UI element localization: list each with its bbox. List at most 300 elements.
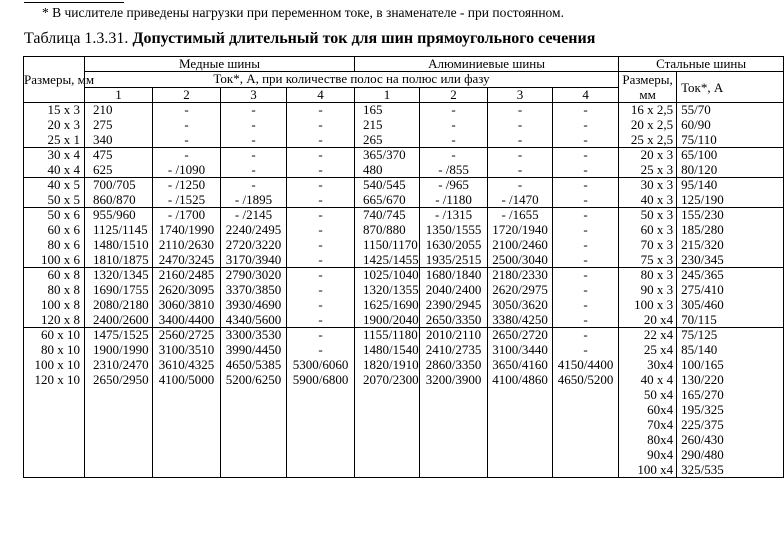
table-row xyxy=(24,133,784,148)
copper-cell xyxy=(85,403,153,418)
aluminum-cell: 2410/2735 xyxy=(420,343,488,358)
size-cell: 120 x 8 xyxy=(24,313,85,328)
aluminum-cell: 1820/1910 xyxy=(355,358,420,373)
aluminum-cell: - /965 xyxy=(420,178,488,193)
table-row xyxy=(24,433,784,448)
copper-cell xyxy=(287,448,355,463)
copper-cell: - xyxy=(221,178,287,193)
aluminum-cell: 2180/2330 xyxy=(488,268,553,283)
size-cell xyxy=(24,463,85,478)
table-row xyxy=(24,463,784,478)
copper-cell: 340 xyxy=(85,133,153,148)
copper-cell: - xyxy=(287,268,355,283)
aluminum-cell xyxy=(355,433,420,448)
aluminum-cell: 1935/2515 xyxy=(420,253,488,268)
aluminum-cell: - xyxy=(553,103,619,118)
copper-cell: 3370/3850 xyxy=(221,283,287,298)
copper-cell: - xyxy=(153,148,221,163)
aluminum-cell: 2620/2975 xyxy=(488,283,553,298)
aluminum-cell: 1425/1455 xyxy=(355,253,420,268)
header-copper: Медные шины xyxy=(85,57,355,72)
aluminum-cell: 1630/2055 xyxy=(420,238,488,253)
steel-size-cell: 90x4 xyxy=(619,448,677,463)
copper-cell xyxy=(153,418,221,433)
copper-cell: - xyxy=(221,148,287,163)
copper-cell xyxy=(221,403,287,418)
copper-cell: 2310/2470 xyxy=(85,358,153,373)
table-row xyxy=(24,328,784,343)
copper-cell: - xyxy=(287,103,355,118)
footnote: * В числителе приведены нагрузки при переменном токе, в знаменателе - при постоянном. xyxy=(42,5,564,20)
copper-cell: 2620/3095 xyxy=(153,283,221,298)
aluminum-cell: 165 xyxy=(355,103,420,118)
size-cell: 80 x 8 xyxy=(24,283,85,298)
copper-cell: - xyxy=(221,163,287,178)
aluminum-cell: - xyxy=(488,133,553,148)
steel-current-cell: 215/320 xyxy=(677,238,784,253)
copper-cell: - /1895 xyxy=(221,193,287,208)
size-cell xyxy=(24,448,85,463)
aluminum-cell: 2100/2460 xyxy=(488,238,553,253)
steel-size-cell: 70 x 3 xyxy=(619,238,677,253)
copper-cell: - xyxy=(287,163,355,178)
aluminum-cell: - xyxy=(553,148,619,163)
header-count: 2 xyxy=(153,87,221,103)
aluminum-cell: - xyxy=(420,148,488,163)
aluminum-cell: 1155/1180 xyxy=(355,328,420,343)
aluminum-cell: - /855 xyxy=(420,163,488,178)
table-row xyxy=(24,388,784,403)
aluminum-cell: 3100/3440 xyxy=(488,343,553,358)
copper-cell: - /1250 xyxy=(153,178,221,193)
aluminum-cell xyxy=(553,463,619,478)
aluminum-cell: 870/880 xyxy=(355,223,420,238)
steel-size-cell: 70x4 xyxy=(619,418,677,433)
aluminum-cell: 2650/2720 xyxy=(488,328,553,343)
header-count: 2 xyxy=(420,87,488,103)
current-table-viewport xyxy=(23,56,747,518)
table-row xyxy=(24,298,784,313)
steel-current-cell: 130/220 xyxy=(677,373,784,388)
steel-size-cell: 40 x 4 xyxy=(619,373,677,388)
aluminum-cell xyxy=(488,433,553,448)
copper-cell xyxy=(153,463,221,478)
header-aluminum: Алюминиевые шины xyxy=(355,57,619,72)
copper-cell: 3400/4400 xyxy=(153,313,221,328)
copper-cell xyxy=(287,433,355,448)
table-row xyxy=(24,283,784,298)
size-cell: 50 x 5 xyxy=(24,193,85,208)
copper-cell: 625 xyxy=(85,163,153,178)
aluminum-cell: 365/370 xyxy=(355,148,420,163)
copper-cell: - xyxy=(287,118,355,133)
aluminum-cell: - xyxy=(553,238,619,253)
steel-size-cell: 100 x4 xyxy=(619,463,677,478)
aluminum-cell: 665/670 xyxy=(355,193,420,208)
steel-size-cell: 50 x 3 xyxy=(619,208,677,223)
aluminum-cell: 1680/1840 xyxy=(420,268,488,283)
copper-cell: 2160/2485 xyxy=(153,268,221,283)
copper-cell: - xyxy=(221,103,287,118)
aluminum-cell xyxy=(488,448,553,463)
aluminum-cell: 1350/1555 xyxy=(420,223,488,238)
size-cell: 40 x 4 xyxy=(24,163,85,178)
steel-size-cell: 20 x 3 xyxy=(619,148,677,163)
aluminum-cell: - xyxy=(488,118,553,133)
steel-size-cell: 22 x4 xyxy=(619,328,677,343)
table-row xyxy=(24,148,784,163)
header-steel: Стальные шины xyxy=(619,57,784,72)
header-count: 4 xyxy=(553,87,619,103)
copper-cell: - xyxy=(287,283,355,298)
copper-cell: - xyxy=(287,223,355,238)
size-cell: 30 x 4 xyxy=(24,148,85,163)
table-row xyxy=(24,313,784,328)
steel-current-cell: 75/110 xyxy=(677,133,784,148)
aluminum-cell xyxy=(553,418,619,433)
aluminum-cell: - xyxy=(553,118,619,133)
copper-cell: 1480/1510 xyxy=(85,238,153,253)
copper-cell: - xyxy=(221,133,287,148)
copper-cell: - xyxy=(287,298,355,313)
copper-cell: - xyxy=(153,133,221,148)
aluminum-cell xyxy=(355,388,420,403)
table-row xyxy=(24,358,784,373)
size-cell: 60 x 6 xyxy=(24,223,85,238)
copper-cell: 1740/1990 xyxy=(153,223,221,238)
steel-size-cell: 90 x 3 xyxy=(619,283,677,298)
copper-cell: 1900/1990 xyxy=(85,343,153,358)
aluminum-cell: - xyxy=(420,118,488,133)
copper-cell: 2400/2600 xyxy=(85,313,153,328)
aluminum-cell: 3200/3900 xyxy=(420,373,488,388)
size-cell: 120 x 10 xyxy=(24,373,85,388)
copper-cell: 5300/6060 xyxy=(287,358,355,373)
copper-cell: - xyxy=(287,343,355,358)
aluminum-cell xyxy=(355,418,420,433)
aluminum-cell: - xyxy=(420,133,488,148)
header-size: Размеры, мм xyxy=(24,57,85,103)
header-steel-current: Ток*, А xyxy=(677,72,784,103)
aluminum-cell: - /1655 xyxy=(488,208,553,223)
aluminum-cell: 2070/2300 xyxy=(355,373,420,388)
aluminum-cell: - xyxy=(553,208,619,223)
aluminum-cell: - xyxy=(553,193,619,208)
steel-size-cell: 80x4 xyxy=(619,433,677,448)
aluminum-cell: 480 xyxy=(355,163,420,178)
aluminum-cell xyxy=(488,418,553,433)
copper-cell: - /1700 xyxy=(153,208,221,223)
header-count: 1 xyxy=(355,87,420,103)
aluminum-cell xyxy=(488,463,553,478)
aluminum-cell xyxy=(553,388,619,403)
copper-cell: 5900/6800 xyxy=(287,373,355,388)
copper-cell: 5200/6250 xyxy=(221,373,287,388)
copper-cell: 1320/1345 xyxy=(85,268,153,283)
copper-cell: 4340/5600 xyxy=(221,313,287,328)
copper-cell xyxy=(85,433,153,448)
copper-cell xyxy=(153,433,221,448)
aluminum-cell: 540/545 xyxy=(355,178,420,193)
steel-size-cell: 75 x 3 xyxy=(619,253,677,268)
size-cell: 80 x 6 xyxy=(24,238,85,253)
size-cell: 20 x 3 xyxy=(24,118,85,133)
aluminum-cell xyxy=(420,448,488,463)
copper-cell: 4650/5385 xyxy=(221,358,287,373)
steel-current-cell: 70/115 xyxy=(677,313,784,328)
aluminum-cell: 4150/4400 xyxy=(553,358,619,373)
aluminum-cell: 4100/4860 xyxy=(488,373,553,388)
copper-cell xyxy=(85,388,153,403)
copper-cell: 700/705 xyxy=(85,178,153,193)
steel-size-cell: 25 x 3 xyxy=(619,163,677,178)
aluminum-cell: 1625/1690 xyxy=(355,298,420,313)
aluminum-cell: 1900/2040 xyxy=(355,313,420,328)
aluminum-cell: 3380/4250 xyxy=(488,313,553,328)
table-row xyxy=(24,223,784,238)
steel-current-cell: 260/430 xyxy=(677,433,784,448)
table-row xyxy=(24,448,784,463)
aluminum-cell: 1720/1940 xyxy=(488,223,553,238)
copper-cell xyxy=(85,463,153,478)
size-cell: 50 x 6 xyxy=(24,208,85,223)
current-table xyxy=(23,56,784,478)
copper-cell xyxy=(221,463,287,478)
aluminum-cell: - xyxy=(553,343,619,358)
aluminum-cell xyxy=(553,403,619,418)
size-cell: 15 x 3 xyxy=(24,103,85,118)
steel-size-cell: 50 x4 xyxy=(619,388,677,403)
table-row xyxy=(24,208,784,223)
aluminum-cell: - xyxy=(488,103,553,118)
aluminum-cell: - xyxy=(553,163,619,178)
table-title: Допустимый длительный ток для шин прямоугольного сечения xyxy=(132,30,596,47)
copper-cell xyxy=(221,388,287,403)
steel-size-cell: 25 x4 xyxy=(619,343,677,358)
steel-current-cell: 195/325 xyxy=(677,403,784,418)
copper-cell xyxy=(221,418,287,433)
copper-cell: 3100/3510 xyxy=(153,343,221,358)
size-cell xyxy=(24,403,85,418)
steel-current-cell: 80/120 xyxy=(677,163,784,178)
copper-cell: 955/960 xyxy=(85,208,153,223)
size-cell: 60 x 8 xyxy=(24,268,85,283)
table-row xyxy=(24,178,784,193)
copper-cell: 2470/3245 xyxy=(153,253,221,268)
aluminum-cell xyxy=(420,403,488,418)
copper-cell: 2720/3220 xyxy=(221,238,287,253)
aluminum-cell: 2500/3040 xyxy=(488,253,553,268)
aluminum-cell: 1320/1355 xyxy=(355,283,420,298)
size-cell xyxy=(24,433,85,448)
copper-cell xyxy=(221,433,287,448)
table-row xyxy=(24,238,784,253)
steel-size-cell: 20 x4 xyxy=(619,313,677,328)
size-cell: 100 x 6 xyxy=(24,253,85,268)
copper-cell: 2650/2950 xyxy=(85,373,153,388)
steel-size-cell: 30 x 3 xyxy=(619,178,677,193)
aluminum-cell: - xyxy=(553,328,619,343)
aluminum-cell: - xyxy=(553,283,619,298)
copper-cell xyxy=(153,388,221,403)
steel-current-cell: 305/460 xyxy=(677,298,784,313)
aluminum-cell: - /1315 xyxy=(420,208,488,223)
copper-cell: 3300/3530 xyxy=(221,328,287,343)
aluminum-cell xyxy=(420,463,488,478)
copper-cell: - xyxy=(287,193,355,208)
copper-cell: 3170/3940 xyxy=(221,253,287,268)
header-count: 4 xyxy=(287,87,355,103)
aluminum-cell: 2860/3350 xyxy=(420,358,488,373)
copper-cell: - /2145 xyxy=(221,208,287,223)
steel-current-cell: 325/535 xyxy=(677,463,784,478)
copper-cell xyxy=(153,448,221,463)
steel-current-cell: 75/125 xyxy=(677,328,784,343)
aluminum-cell: 215 xyxy=(355,118,420,133)
aluminum-cell: - xyxy=(488,148,553,163)
size-cell: 100 x 8 xyxy=(24,298,85,313)
copper-cell: - xyxy=(153,103,221,118)
copper-cell: - xyxy=(287,178,355,193)
copper-cell: 1810/1875 xyxy=(85,253,153,268)
footnote-rule xyxy=(24,2,124,3)
steel-current-cell: 125/190 xyxy=(677,193,784,208)
aluminum-cell: 3050/3620 xyxy=(488,298,553,313)
copper-cell: 1475/1525 xyxy=(85,328,153,343)
copper-cell: - xyxy=(287,238,355,253)
aluminum-cell: - xyxy=(553,313,619,328)
copper-cell: - xyxy=(221,118,287,133)
aluminum-cell: - xyxy=(553,298,619,313)
table-row xyxy=(24,253,784,268)
aluminum-cell: 2010/2110 xyxy=(420,328,488,343)
aluminum-cell: 4650/5200 xyxy=(553,373,619,388)
aluminum-cell: - xyxy=(553,268,619,283)
copper-cell: - /1525 xyxy=(153,193,221,208)
steel-current-cell: 65/100 xyxy=(677,148,784,163)
header-count: 3 xyxy=(221,87,287,103)
copper-cell xyxy=(287,403,355,418)
steel-size-cell: 30x4 xyxy=(619,358,677,373)
aluminum-cell xyxy=(553,433,619,448)
aluminum-cell xyxy=(488,388,553,403)
copper-cell: 3060/3810 xyxy=(153,298,221,313)
copper-cell: 2790/3020 xyxy=(221,268,287,283)
aluminum-cell: 265 xyxy=(355,133,420,148)
aluminum-cell xyxy=(420,388,488,403)
aluminum-cell: - /1180 xyxy=(420,193,488,208)
copper-cell: 860/870 xyxy=(85,193,153,208)
aluminum-cell: 1150/1170 xyxy=(355,238,420,253)
size-cell xyxy=(24,418,85,433)
size-cell: 80 x 10 xyxy=(24,343,85,358)
steel-current-cell: 290/480 xyxy=(677,448,784,463)
copper-cell xyxy=(153,403,221,418)
steel-current-cell: 165/270 xyxy=(677,388,784,403)
aluminum-cell: - xyxy=(420,103,488,118)
header-current: Ток*, А, при количестве полос на полюс или фазу xyxy=(85,72,619,88)
copper-cell xyxy=(287,418,355,433)
steel-size-cell: 60x4 xyxy=(619,403,677,418)
aluminum-cell xyxy=(553,448,619,463)
table-row xyxy=(24,103,784,118)
copper-cell: 1125/1145 xyxy=(85,223,153,238)
aluminum-cell: - xyxy=(553,178,619,193)
steel-current-cell: 100/165 xyxy=(677,358,784,373)
aluminum-cell xyxy=(420,433,488,448)
copper-cell: - xyxy=(287,133,355,148)
table-row xyxy=(24,418,784,433)
aluminum-cell: - xyxy=(488,178,553,193)
copper-cell: - xyxy=(287,253,355,268)
header-count: 3 xyxy=(488,87,553,103)
copper-cell: - xyxy=(153,118,221,133)
steel-current-cell: 95/140 xyxy=(677,178,784,193)
copper-cell: 2240/2495 xyxy=(221,223,287,238)
steel-current-cell: 275/410 xyxy=(677,283,784,298)
copper-cell: 2560/2725 xyxy=(153,328,221,343)
copper-cell: 4100/5000 xyxy=(153,373,221,388)
steel-current-cell: 185/280 xyxy=(677,223,784,238)
steel-size-cell: 25 x 2,5 xyxy=(619,133,677,148)
table-row xyxy=(24,403,784,418)
steel-current-cell: 225/375 xyxy=(677,418,784,433)
size-cell xyxy=(24,388,85,403)
aluminum-cell xyxy=(355,403,420,418)
copper-cell: 475 xyxy=(85,148,153,163)
copper-cell: - /1090 xyxy=(153,163,221,178)
copper-cell: 3930/4690 xyxy=(221,298,287,313)
steel-current-cell: 85/140 xyxy=(677,343,784,358)
copper-cell xyxy=(287,388,355,403)
aluminum-cell: 2040/2400 xyxy=(420,283,488,298)
copper-cell: 2080/2180 xyxy=(85,298,153,313)
aluminum-cell: - xyxy=(488,163,553,178)
steel-size-cell: 100 x 3 xyxy=(619,298,677,313)
steel-size-cell: 80 x 3 xyxy=(619,268,677,283)
copper-cell: 3610/4325 xyxy=(153,358,221,373)
aluminum-cell: 2390/2945 xyxy=(420,298,488,313)
copper-cell: - xyxy=(287,328,355,343)
aluminum-cell: 2650/3350 xyxy=(420,313,488,328)
size-cell: 60 x 10 xyxy=(24,328,85,343)
header-count: 1 xyxy=(85,87,153,103)
table-caption xyxy=(24,30,595,48)
table-row xyxy=(24,268,784,283)
aluminum-cell xyxy=(355,463,420,478)
table-row xyxy=(24,118,784,133)
copper-cell: 1690/1755 xyxy=(85,283,153,298)
aluminum-cell: - xyxy=(553,133,619,148)
copper-cell: 275 xyxy=(85,118,153,133)
size-cell: 100 x 10 xyxy=(24,358,85,373)
steel-current-cell: 55/70 xyxy=(677,103,784,118)
aluminum-cell: - xyxy=(553,253,619,268)
aluminum-cell xyxy=(355,448,420,463)
aluminum-cell: 1025/1040 xyxy=(355,268,420,283)
steel-size-cell: 60 x 3 xyxy=(619,223,677,238)
copper-cell xyxy=(287,463,355,478)
header-steel-size: Размеры, мм xyxy=(619,72,677,103)
steel-size-cell: 40 x 3 xyxy=(619,193,677,208)
copper-cell xyxy=(85,418,153,433)
copper-cell: - xyxy=(287,313,355,328)
copper-cell: 3990/4450 xyxy=(221,343,287,358)
steel-size-cell: 16 x 2,5 xyxy=(619,103,677,118)
table-row xyxy=(24,373,784,388)
steel-current-cell: 245/365 xyxy=(677,268,784,283)
copper-cell: - xyxy=(287,208,355,223)
